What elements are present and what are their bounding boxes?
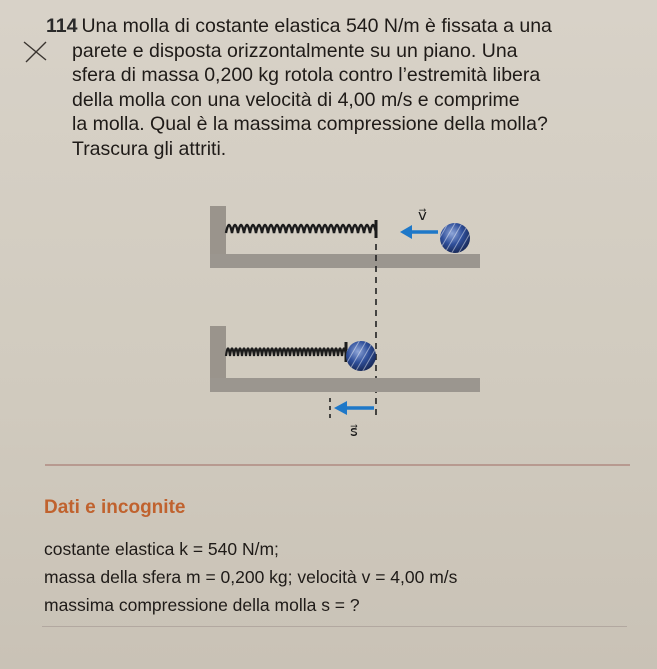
data-row-unknown-compression: massima compressione della molla s = ? (44, 595, 360, 615)
data-row-mass-velocity: massa della sfera m = 0,200 kg; velocità v = 4,00 m/s (44, 567, 458, 587)
problem-line-1: 114 Una molla di costante elastica 540 N/m è fissata a una (46, 15, 552, 37)
problem-line-3: sfera di massa 0,200 kg rotola contro l’estremità libera (72, 64, 541, 86)
bottom-rule (42, 626, 627, 627)
data-section-title: Dati e incognite (44, 497, 186, 518)
floor-top (210, 254, 480, 268)
floor-bottom (210, 378, 480, 392)
sphere-top-stripes (440, 223, 470, 253)
spring-bottom-compressed (226, 349, 346, 357)
wall-bottom (210, 326, 226, 378)
problem-statement (46, 14, 641, 161)
sphere-bottom-stripes (346, 341, 376, 371)
problem-line-5: la molla. Qual è la massima compressione della molla? (72, 113, 548, 135)
velocity-arrow-head (400, 225, 412, 239)
velocity-label: v⃗ (418, 206, 427, 224)
spring-compression-diagram (200, 196, 485, 446)
displacement-arrow-head (334, 401, 347, 415)
wall-top (210, 206, 226, 256)
data-section (44, 535, 644, 619)
problem-number: 114 (46, 15, 78, 37)
section-divider (45, 464, 630, 466)
data-row-spring-constant: costante elastica k = 540 N/m; (44, 539, 279, 559)
spring-top (226, 225, 376, 233)
displacement-label: s⃗ (350, 422, 358, 440)
problem-line-6: Trascura gli attriti. (72, 137, 227, 160)
problem-line-4: della molla con una velocità di 4,00 m/s e comprime (72, 88, 520, 111)
problem-line-2: parete e disposta orizzontalmente su un piano. Una (72, 39, 518, 62)
